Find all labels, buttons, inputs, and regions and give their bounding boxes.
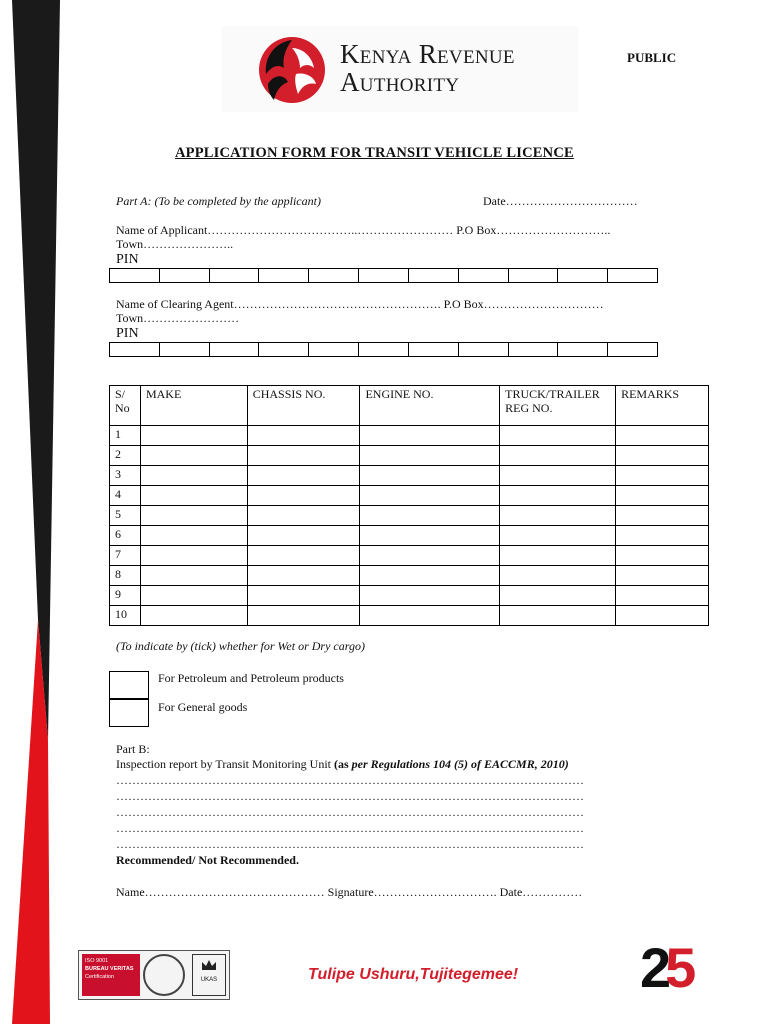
agent-pin-grid[interactable] (109, 342, 658, 357)
clearing-agent-field[interactable]: Name of Clearing Agent……………………………………………. P.O Box………………………… (116, 297, 604, 311)
anniversary-digit-2: 2 (640, 936, 666, 999)
ukas-icon (192, 954, 226, 996)
col-remarks: REMARKS (616, 386, 709, 426)
ukas-label: UKAS (200, 977, 218, 983)
col-engine: ENGINE NO. (360, 386, 500, 426)
row-number: 10 (110, 606, 141, 626)
vehicle-cell[interactable] (360, 446, 500, 466)
vehicle-cell[interactable] (140, 426, 247, 446)
row-number: 8 (110, 566, 141, 586)
applicant-pin-label: PIN (116, 252, 139, 267)
vehicle-cell[interactable] (247, 446, 360, 466)
brand-line-1: Kenya Revenue (340, 39, 515, 69)
vehicle-cell[interactable] (616, 506, 709, 526)
inspection-dotted-line[interactable]: ……………………………………………………………………………………………………… (116, 837, 584, 851)
slogan: Tulipe Ushuru,Tujitegemee! (308, 966, 519, 983)
vehicle-row (110, 506, 709, 526)
vehicle-table (109, 385, 709, 626)
inspection-line (116, 757, 569, 772)
applicant-name-field[interactable]: Name of Applicant………………………………..…………………… P.O Box……………………….. (116, 223, 611, 237)
vehicle-cell[interactable] (247, 506, 360, 526)
recommendation-label: Recommended/ Not Recommended. (116, 853, 299, 867)
inspection-regulation: per Regulations 104 (5) of EACCMR, 2010) (351, 757, 569, 771)
vehicle-row (110, 426, 709, 446)
signoff-line[interactable]: Name……………………………………… Signature…………………………. Date…………… (116, 885, 583, 899)
vehicle-cell[interactable] (360, 506, 500, 526)
vehicle-cell[interactable] (360, 526, 500, 546)
vehicle-row (110, 486, 709, 506)
vehicle-cell[interactable] (616, 466, 709, 486)
row-number: 9 (110, 586, 141, 606)
vehicle-cell[interactable] (500, 606, 616, 626)
vehicle-cell[interactable] (500, 486, 616, 506)
crown-icon (199, 955, 219, 975)
date-field[interactable]: Date…………………………… (483, 194, 638, 208)
vehicle-cell[interactable] (500, 546, 616, 566)
inspection-bold: (as (334, 757, 352, 771)
applicant-town-field[interactable]: Town………………….. (116, 237, 234, 251)
row-number: 6 (110, 526, 141, 546)
col-make: MAKE (140, 386, 247, 426)
vehicle-cell[interactable] (140, 466, 247, 486)
vehicle-cell[interactable] (360, 466, 500, 486)
vehicle-cell[interactable] (247, 466, 360, 486)
row-number: 2 (110, 446, 141, 466)
brand-name (340, 40, 515, 96)
vehicle-cell[interactable] (500, 426, 616, 446)
vehicle-cell[interactable] (500, 506, 616, 526)
row-number: 3 (110, 466, 141, 486)
vehicle-cell[interactable] (140, 526, 247, 546)
vehicle-cell[interactable] (247, 526, 360, 546)
vehicle-cell[interactable] (500, 466, 616, 486)
vehicle-row (110, 466, 709, 486)
vehicle-cell[interactable] (616, 526, 709, 546)
form-title: APPLICATION FORM FOR TRANSIT VEHICLE LICENCE (175, 145, 574, 161)
vehicle-cell[interactable] (616, 566, 709, 586)
anniversary-logo (640, 938, 690, 998)
vehicle-cell[interactable] (140, 446, 247, 466)
inspection-dotted-line[interactable]: ……………………………………………………………………………………………………… (116, 821, 584, 835)
bv-certification-block (82, 954, 140, 996)
bureau-veritas-badge (78, 950, 230, 1000)
vehicle-cell[interactable] (360, 546, 500, 566)
vehicle-cell[interactable] (140, 566, 247, 586)
row-number: 7 (110, 546, 141, 566)
petroleum-checkbox[interactable] (109, 671, 149, 699)
bv-iso: ISO 9001 (85, 958, 109, 964)
vehicle-cell[interactable] (616, 486, 709, 506)
bv-name: BUREAU VERITAS (85, 966, 134, 972)
col-chassis: CHASSIS NO. (247, 386, 360, 426)
petroleum-label: For Petroleum and Petroleum products (158, 671, 344, 685)
vehicle-cell[interactable] (360, 426, 500, 446)
vehicle-row (110, 546, 709, 566)
vehicle-cell[interactable] (616, 546, 709, 566)
agent-pin-label: PIN (116, 326, 139, 341)
part-b-heading: Part B: (116, 742, 150, 756)
general-goods-label: For General goods (158, 700, 248, 714)
vehicle-cell[interactable] (360, 486, 500, 506)
vehicle-cell[interactable] (500, 586, 616, 606)
vehicle-cell[interactable] (247, 566, 360, 586)
left-decorative-band (0, 0, 70, 1024)
inspection-dotted-line[interactable]: ……………………………………………………………………………………………………… (116, 789, 584, 803)
applicant-pin-grid[interactable] (109, 268, 658, 283)
part-a-heading: Part A: (To be completed by the applicant) (116, 194, 321, 208)
vehicle-cell[interactable] (140, 486, 247, 506)
vehicle-cell[interactable] (247, 586, 360, 606)
vehicle-row (110, 606, 709, 626)
bv-seal-icon (143, 954, 185, 996)
bv-cert: Certification (85, 974, 115, 980)
lion-icon (256, 34, 328, 106)
vehicle-cell[interactable] (360, 566, 500, 586)
anniversary-digit-5: 5 (665, 936, 691, 999)
row-number: 4 (110, 486, 141, 506)
vehicle-cell[interactable] (500, 526, 616, 546)
vehicle-cell[interactable] (140, 606, 247, 626)
vehicle-cell[interactable] (140, 586, 247, 606)
vehicle-cell[interactable] (247, 486, 360, 506)
inspection-prefix: Inspection report by Transit Monitoring Unit (116, 757, 334, 771)
vehicle-row (110, 526, 709, 546)
vehicle-cell[interactable] (500, 446, 616, 466)
inspection-dotted-line[interactable]: ……………………………………………………………………………………………………… (116, 773, 584, 787)
vehicle-cell[interactable] (616, 446, 709, 466)
vehicle-row (110, 446, 709, 466)
brand-line-2: Authority (340, 67, 460, 97)
vehicle-cell[interactable] (616, 586, 709, 606)
col-sno: S/ No (110, 386, 141, 426)
col-reg-no: TRUCK/TRAILER REG NO. (500, 386, 616, 426)
kra-logo (222, 26, 578, 112)
vehicle-cell[interactable] (140, 506, 247, 526)
inspection-dotted-line[interactable]: ……………………………………………………………………………………………………… (116, 805, 584, 819)
classification-label: PUBLIC (627, 50, 677, 65)
row-number: 1 (110, 426, 141, 446)
vehicle-cell[interactable] (360, 606, 500, 626)
vehicle-cell[interactable] (616, 606, 709, 626)
vehicle-cell[interactable] (247, 426, 360, 446)
vehicle-cell[interactable] (616, 426, 709, 446)
general-goods-checkbox[interactable] (109, 699, 149, 727)
vehicle-cell[interactable] (140, 546, 247, 566)
agent-town-field[interactable]: Town…………………… (116, 311, 240, 325)
vehicle-row (110, 566, 709, 586)
vehicle-table-header (110, 386, 709, 426)
row-number: 5 (110, 506, 141, 526)
vehicle-cell[interactable] (247, 546, 360, 566)
vehicle-cell[interactable] (360, 586, 500, 606)
cargo-instruction: (To indicate by (tick) whether for Wet or Dry cargo) (116, 639, 365, 653)
vehicle-cell[interactable] (247, 606, 360, 626)
vehicle-row (110, 586, 709, 606)
vehicle-cell[interactable] (500, 566, 616, 586)
